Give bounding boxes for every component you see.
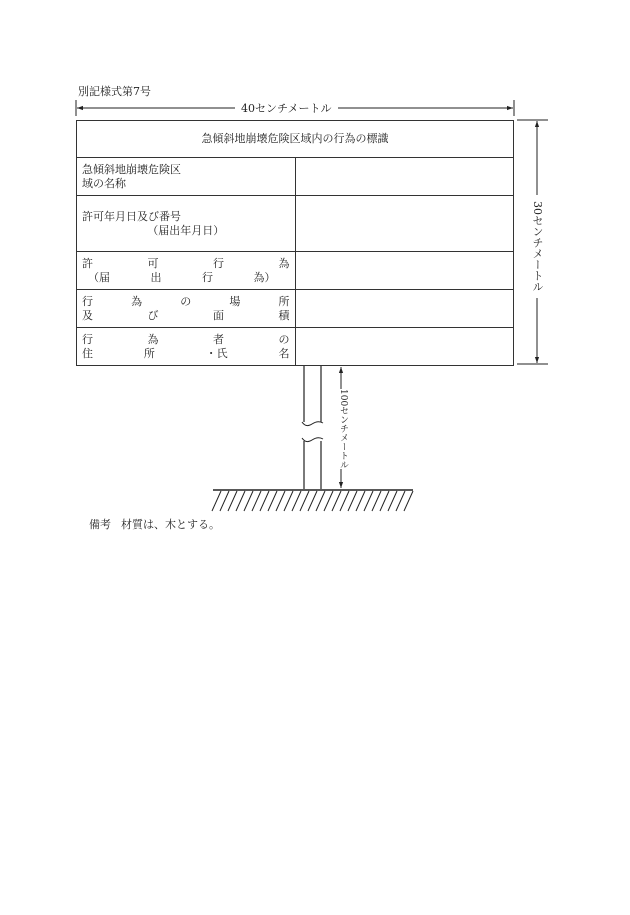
row-label-text: 者 xyxy=(213,332,224,346)
row-label-text: 所 xyxy=(143,346,155,360)
sign-row xyxy=(77,196,514,252)
row-label xyxy=(77,196,296,252)
ground-hatch-mark xyxy=(292,491,301,511)
row-label-text: 行 xyxy=(202,270,213,284)
ground-hatch-mark xyxy=(324,491,333,511)
row-label-text: 行 xyxy=(82,294,93,308)
ground-hatch-mark xyxy=(380,491,389,511)
row-label-text: の xyxy=(278,332,290,346)
ground-hatch-mark xyxy=(252,491,261,511)
ground-hatch-mark xyxy=(356,491,365,511)
note xyxy=(89,518,220,532)
sign-row xyxy=(77,328,514,366)
note-text: 材質は、木とする。 xyxy=(121,518,220,531)
row-label xyxy=(77,158,296,196)
row-value-field xyxy=(295,196,514,252)
row-label-line xyxy=(82,210,290,224)
width-dimension-label: 40センチメートル xyxy=(235,102,338,115)
ground-hatch-mark xyxy=(340,491,349,511)
row-label-text: （届出年月日） xyxy=(147,223,225,237)
row-label-line xyxy=(82,295,290,309)
post-dimension-label: 100センチメートル xyxy=(338,389,348,470)
row-label-line xyxy=(82,163,290,177)
ground-hatch-mark xyxy=(404,491,413,511)
ground-hatch-mark xyxy=(348,491,357,511)
sign-title: 急傾斜地崩壊危険区域内の行為の標識 xyxy=(77,121,514,158)
row-value-field xyxy=(295,328,514,366)
ground-hatch-mark xyxy=(268,491,277,511)
row-label-text: 及 xyxy=(82,308,93,322)
row-value-field xyxy=(295,158,514,196)
row-label xyxy=(77,252,296,290)
ground-hatch-mark xyxy=(300,491,309,511)
ground-hatch-mark xyxy=(364,491,373,511)
row-label-text: 許可年月日及び番号 xyxy=(82,209,181,223)
sign-row xyxy=(77,252,514,290)
row-label-text: 所 xyxy=(278,294,290,308)
ground-hatch-mark xyxy=(228,491,237,511)
row-label-text: 急傾斜地崩壊危険区 xyxy=(82,162,181,176)
row-label-line xyxy=(82,271,290,285)
sign-row xyxy=(77,290,514,328)
ground-hatch-mark xyxy=(220,491,229,511)
row-label-line xyxy=(82,224,290,238)
row-value-field xyxy=(295,252,514,290)
ground-hatch-mark xyxy=(388,491,397,511)
row-label-line xyxy=(82,257,290,271)
ground-hatch-mark xyxy=(244,491,253,511)
row-label-text: 許 xyxy=(82,256,93,270)
note-prefix: 備考 xyxy=(89,518,111,531)
row-label-text: 行 xyxy=(82,332,93,346)
ground-hatch-mark xyxy=(372,491,381,511)
row-label-text: 為 xyxy=(131,294,143,308)
row-label-text: 行 xyxy=(213,256,224,270)
ground-hatch-mark xyxy=(276,491,285,511)
row-label-line xyxy=(82,333,290,347)
row-label-text: 出 xyxy=(150,270,162,284)
row-label-text: 面 xyxy=(213,308,224,322)
row-label-text: （届 xyxy=(88,270,110,284)
row-label-text: の xyxy=(180,294,192,308)
ground-hatch-mark xyxy=(236,491,245,511)
ground-hatch-mark xyxy=(332,491,341,511)
ground-hatch-mark xyxy=(308,491,317,511)
height-dimension-label: 30センチメートル xyxy=(531,195,544,298)
row-label-text: 為 xyxy=(278,256,290,270)
ground-hatch-mark xyxy=(316,491,325,511)
row-label-text: 可 xyxy=(147,256,159,270)
ground-hatch-mark xyxy=(260,491,269,511)
row-value-field xyxy=(295,290,514,328)
sign-board-table xyxy=(76,120,514,366)
ground-hatch-mark xyxy=(212,491,221,511)
post-upper xyxy=(302,366,323,426)
row-label-text: 為 xyxy=(147,332,159,346)
row-label-text: 場 xyxy=(229,294,241,308)
row-label-line xyxy=(82,177,290,191)
row-label-line xyxy=(82,309,290,323)
row-label-text: 住 xyxy=(82,346,93,360)
ground-hatch-mark xyxy=(284,491,293,511)
row-label-text: 為） xyxy=(253,270,276,284)
row-label-text: 域の名称 xyxy=(82,176,126,190)
form-number: 別記様式第7号 xyxy=(78,85,151,98)
row-label-line xyxy=(82,347,290,361)
post-lower xyxy=(302,438,323,489)
row-label xyxy=(77,328,296,366)
row-label-text: び xyxy=(147,308,159,322)
ground-hatching xyxy=(212,491,413,511)
ground-hatch-mark xyxy=(396,491,405,511)
row-label xyxy=(77,290,296,328)
sign-row xyxy=(77,158,514,196)
row-label-text: 名 xyxy=(278,346,290,360)
row-label-text: 積 xyxy=(278,308,290,322)
row-label-text: ・氏 xyxy=(205,346,228,360)
